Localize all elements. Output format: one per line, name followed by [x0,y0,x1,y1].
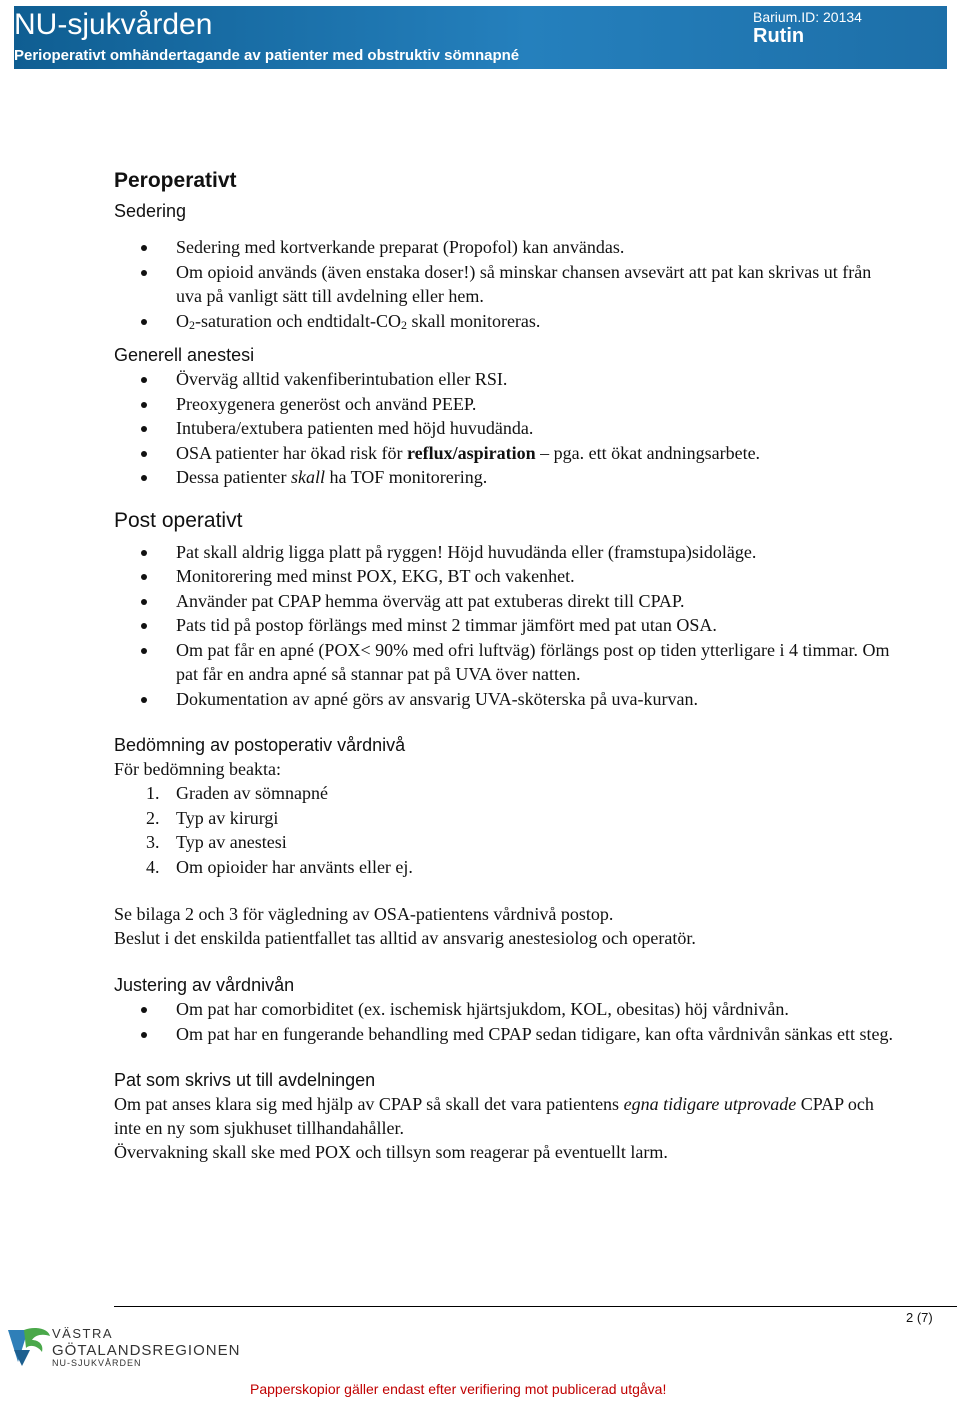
post-operativt-list [114,540,894,712]
list-item [114,806,894,831]
page-number: 2 (7) [906,1310,933,1325]
list-number: 1. [146,783,160,803]
logo-text-region: GÖTALANDSREGIONEN [52,1342,241,1359]
tof-pre: Dessa patienter [176,467,291,487]
header-doc-type: Rutin [753,25,805,47]
logo-text-nu: NU-SJUKVÅRDEN [52,1358,142,1368]
o2-mid: -saturation och endtidalt-CO [195,310,401,331]
list-item [114,830,894,855]
list-item: Sedering med kortverkande preparat (Propofol) kan användas. [114,235,894,260]
avdelning-post: CPAP och inte en ny som sjukhuset tillhandahåller. [114,1094,874,1138]
osa-bold: reflux/aspiration [406,442,536,463]
list-text: Typ av anestesi [176,832,287,852]
list-item [114,781,894,806]
document-header [14,6,947,69]
tof-em: skall [290,467,325,487]
list-item: Om pat har en fungerande behandling med CPAP sedan tidigare, kan ofta vårdnivån sänkas ett steg. [114,1022,894,1047]
generell-list [114,367,894,490]
o2-o: O [176,310,189,331]
header-subtitle: Perioperativt omhändertagande av patienter med obstruktiv sömnapné [14,47,520,64]
list-item: Om pat får en apné (POX< 90% med ofri luftväg) förlängs post op tiden ytterligare i 4 timmar. Om pat får en andra apné så stannar pat på UVA över natten. [114,638,894,687]
list-number: 4. [146,856,160,877]
heading-generell-anestesi: Generell anestesi [114,345,255,365]
avdelning-para2: Övervakning skall ske med POX och tillsyn som reagerar på eventuellt larm. [114,1142,668,1162]
list-item [114,441,894,466]
heading-justering: Justering av vårdnivån [114,975,295,995]
heading-avdelning: Pat som skrivs ut till avdelningen [114,1070,376,1090]
header-doc-id: Barium.ID: 20134 [753,9,862,25]
o2-sub: 2 [189,317,195,332]
list-item: Pats tid på postop förlängs med minst 2 timmar jämfört med pat utan OSA. [114,613,894,638]
footer-divider [114,1306,957,1307]
list-item: Om opioid används (även enstaka doser!) så minskar chansen avsevärt att pat kan skrivas ut från uva på vanligt sätt till avdelning eller hem. [114,260,894,309]
header-title: NU-sjukvården [14,8,213,41]
heading-post-operativt: Post operativt [114,508,243,532]
list-text: Om opioider har använts eller ej. [176,856,413,877]
bedomning-intro: För bedömning beakta: [114,759,281,779]
list-text: Graden av sömnapné [176,783,328,803]
heading-peroperativt: Peroperativt [114,169,237,192]
list-item: Monitorering med minst POX, EKG, BT och vakenhet. [114,564,894,589]
avdelning-para1 [114,1092,894,1140]
osa-post: – pga. ett ökat andningsarbete. [535,442,761,463]
footer-disclaimer: Papperskopior gäller endast efter verifiering mot publicerad utgåva! [250,1381,667,1397]
list-number: 3. [146,832,160,852]
logo-text-vastra: VÄSTRA [52,1326,114,1341]
list-item: Om pat har comorbiditet (ex. ischemisk hjärtsjukdom, KOL, obesitas) höj vårdnivån. [114,997,894,1022]
osa-pre: OSA patienter har ökad risk för [176,442,407,463]
avdelning-pre: Om pat anses klara sig med hjälp av CPAP så skall det vara patientens [114,1094,624,1114]
list-number: 2. [146,807,160,828]
sedering-list [114,235,894,333]
list-item [114,855,894,880]
bedomning-para1: Se bilaga 2 och 3 för vägledning av OSA-patientens vårdnivå postop. [114,904,614,924]
tof-post: ha TOF monitorering. [324,467,488,487]
list-item [114,309,894,334]
heading-bedomning: Bedömning av postoperativ vårdnivå [114,735,406,755]
justering-list [114,997,894,1046]
list-item: Preoxygenera generöst och använd PEEP. [114,392,894,417]
o2-end: skall monitoreras. [406,310,541,331]
list-item [114,465,894,490]
co2-sub: 2 [400,317,407,332]
list-item: Dokumentation av apné görs av ansvarig UVA-sköterska på uva-kurvan. [114,687,894,712]
heading-sedering: Sedering [114,201,187,221]
bedomning-para2: Beslut i det enskilda patientfallet tas alltid av ansvarig anestesiolog och operatör. [114,928,696,948]
list-item: Använder pat CPAP hemma överväg att pat extuberas direkt till CPAP. [114,589,894,614]
list-text: Typ av kirurgi [176,807,279,828]
document-body [114,168,894,1164]
list-item: Pat skall aldrig ligga platt på ryggen! Höjd huvudända eller (framstupa)sidoläge. [114,540,894,565]
avdelning-em: egna tidigare utprovade [623,1094,797,1114]
bedomning-list [114,781,894,879]
list-item: Överväg alltid vakenfiberintubation eller RSI. [114,367,894,392]
list-item: Intubera/extubera patienten med höjd huvudända. [114,416,894,441]
